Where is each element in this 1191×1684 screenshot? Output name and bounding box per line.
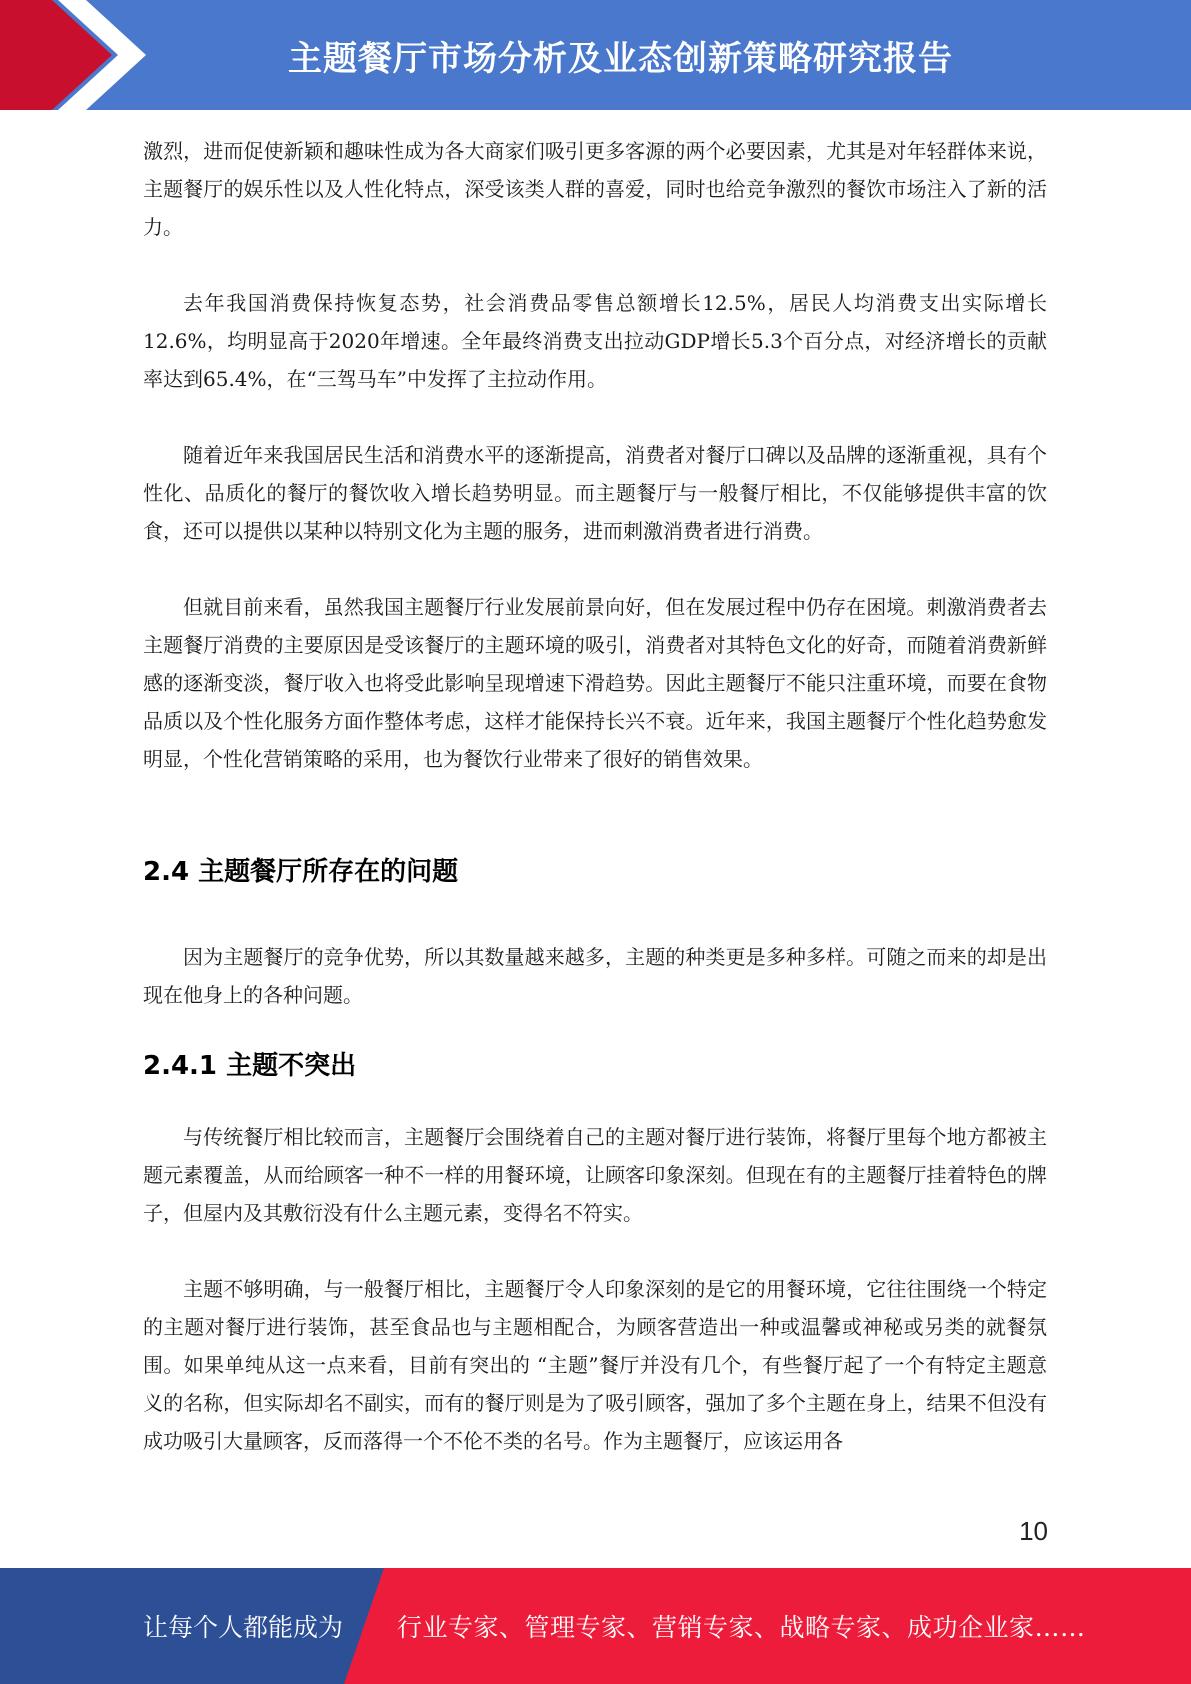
section-heading: 2.4 主题餐厅所存在的问题 — [143, 857, 459, 887]
footer-slogan-right: 行业专家、管理专家、营销专家、战略专家、成功企业家…… — [397, 1613, 1086, 1642]
footer-slogan-left: 让每个人都能成为 — [143, 1613, 344, 1642]
report-title: 主题餐厅市场分析及业态创新策略研究报告 — [288, 38, 953, 79]
paragraph: 随着近年来我国居民生活和消费水平的逐渐提高，消费者对餐厅口碑以及品牌的逐渐重视，具有个性化、品质化的餐厅的餐饮收入增长趋势明显。而主题餐厅与一般餐厅相比，不仅能够提供丰富的饮食，还可以提供以某种以特别文化为主题的服务，进而刺激消费者进行消费。 — [143, 443, 1047, 543]
page-header — [0, 0, 1191, 110]
paragraph: 但就目前来看，虽然我国主题餐厅行业发展前景向好，但在发展过程中仍存在困境。刺激消费者去主题餐厅消费的主要原因是受该餐厅的主题环境的吸引，消费者对其特色文化的好奇，而随着消费新鲜感的逐渐变淡，餐厅收入也将受此影响呈现增速下滑趋势。因此主题餐厅不能只注重环境，而要在食物品质以及个性化服务方面作整体考虑，这样才能保持长兴不衰。近年来，我国主题餐厅个性化趋势愈发明显，个性化营销策略的采用，也为餐饮行业带来了很好的销售效果。 — [143, 595, 1047, 771]
paragraph: 去年我国消费保持恢复态势，社会消费品零售总额增长12.5%，居民人均消费支出实际增长12.6%，均明显高于2020年增速。全年最终消费支出拉动GDP增长5.3个百分点，对经济增长的贡献率达到65.4%，在“三驾马车”中发挥了主拉动作用。 — [143, 291, 1047, 391]
paragraph: 主题不够明确，与一般餐厅相比，主题餐厅令人印象深刻的是它的用餐环境，它往往围绕一个特定的主题对餐厅进行装饰，甚至食品也与主题相配合，为顾客营造出一种或温馨或神秘或另类的就餐氛围。如果单纯从这一点来看，目前有突出的 “主题”餐厅并没有几个，有些餐厅起了一个有特定主题意义的名称，但实际却名不副实，而有的餐厅则是为了吸引顾客，强加了多个主题在身上，结果不但没有成功吸引大量顾客，反而落得一个不伦不类的名号。作为主题餐厅，应该运用各 — [143, 1277, 1047, 1453]
page-number: 10 — [1019, 1516, 1048, 1546]
page-body — [143, 132, 1047, 1460]
subsection-heading: 2.4.1 主题不突出 — [143, 1051, 357, 1081]
header-arrow-decoration — [0, 0, 160, 110]
paragraph: 激烈，进而促使新颖和趣味性成为各大商家们吸引更多客源的两个必要因素，尤其是对年轻群体来说，主题餐厅的娱乐性以及人性化特点，深受该类人群的喜爱，同时也给竞争激烈的餐饮市场注入了新的活力。 — [143, 139, 1047, 239]
page-footer — [0, 1568, 1191, 1684]
paragraph: 与传统餐厅相比较而言，主题餐厅会围绕着自己的主题对餐厅进行装饰，将餐厅里每个地方都被主题元素覆盖，从而给顾客一种不一样的用餐环境，让顾客印象深刻。但现在有的主题餐厅挂着特色的牌子，但屋内及其敷衍没有什么主题元素，变得名不符实。 — [143, 1125, 1047, 1225]
paragraph: 因为主题餐厅的竞争优势，所以其数量越来越多，主题的种类更是多种多样。可随之而来的却是出现在他身上的各种问题。 — [143, 945, 1047, 1007]
